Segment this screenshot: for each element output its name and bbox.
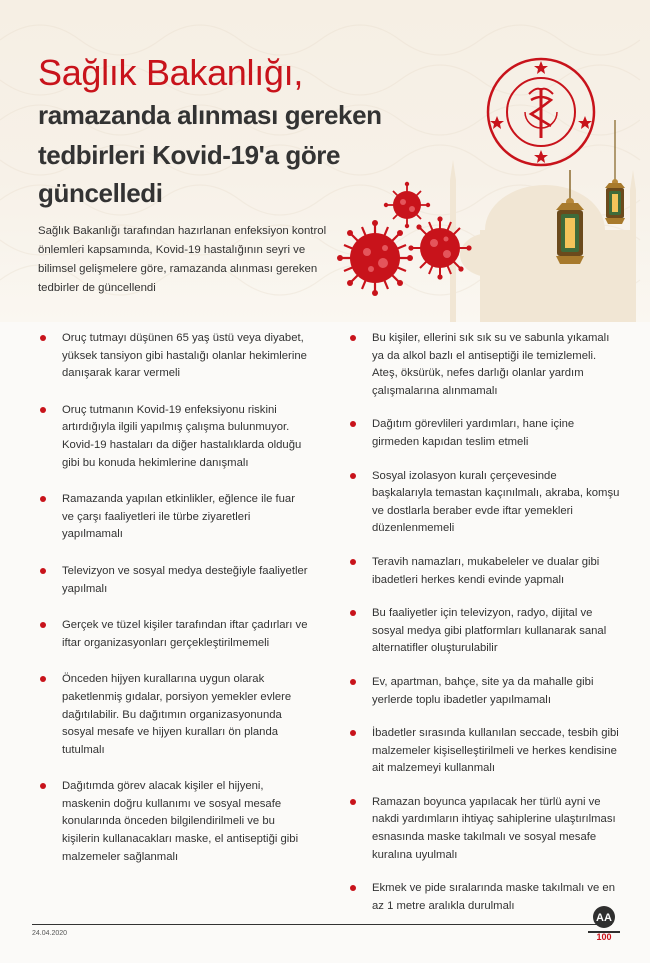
list-item [350,330,620,400]
bullet-icon [350,610,356,616]
title-line-2: ramazanda alınması gereken [38,100,382,130]
list-item-text: İbadetler sırasında kullanılan seccade, tesbih gibi malzemeler kişiselleştirilmeli ve herkes kendisine ait malzemeyi kullanmalı [372,727,619,775]
list-item-text: Oruç tutmanın Kovid-19 enfeksiyonu riskini artırdığıyla ilgili yapılmış çalışma bulunmuyor. Kovid-19 hastaları da diğer hastalıklarda olduğu gibi bu konuda hekimlerine danışmalı [62,403,302,469]
list-item [40,617,310,652]
list-item-text: Bu kişiler, ellerini sık sık su ve sabunla yıkamalı ya da alkol bazlı el antiseptiği ile temizlemeli. Ateş, öksürük, nefes darlığı olanlar yardım çalışmalarına alınmamalı [372,332,610,397]
list-item [40,402,310,472]
bullet-icon [350,421,356,427]
title-line-4: güncelledi [38,178,163,208]
svg-text:100: 100 [596,932,612,942]
list-item [350,416,620,451]
header-area [0,0,650,322]
right-column [350,330,620,915]
virus-icon-medium [408,216,471,279]
list-item [40,671,310,759]
bullet-icon [350,885,356,891]
list-item-text: Bu faaliyetler için televizyon, radyo, dijital ve sosyal medya gibi platformları kullanarak sanal alternatifler oluşturulabilir [372,607,607,655]
bullet-icon [350,335,356,341]
bullet-icon [350,799,356,805]
svg-text:AA: AA [596,912,612,924]
footer-date: 24.04.2020 [32,930,68,937]
bullet-icon [40,622,46,628]
bullet-icon [350,559,356,565]
list-item [350,725,620,778]
list-item [40,330,310,383]
list-item-text: Ev, apartman, bahçe, site ya da mahalle gibi yerlerde toplu ibadetler yapılmamalı [372,675,594,706]
list-item-text: Gerçek ve tüzel kişiler tarafından iftar çadırları ve iftar organizasyonları gerçekleştirilmemeli [62,619,308,649]
list-item-text: Sosyal izolasyon kuralı çerçevesinde başkalarıyla temastan kaçınılmalı, akraba, komşu ve dostlarla beraber evde iftar yemekleri düzenlenmemeli [372,469,620,535]
list-item-text: Ramazan boyunca yapılacak her türlü ayni ve nakdi yardımların ihtiyaç sahiplerine ulaştırılması esnasında maske takılmalı ve sosyal mesafe kuralına uyulmalı [372,795,616,861]
list-item [40,563,310,598]
list-item-text: Teravih namazları, mukabeleler ve dualar gibi ibadetleri herkes kendi evinde yapmalı [372,555,600,586]
list-item [350,880,620,915]
list-item [350,605,620,658]
list-item-text: Dağıtım görevlileri yardımları, hane içine girmeden kapıdan teslim etmeli [372,418,575,448]
list-item-text: Ramazanda yapılan etkinlikler, eğlence ile fuar ve çarşı faaliyetleri ile türbe ziyaretleri yapılmamalı [62,493,295,541]
bullet-icon [40,496,46,502]
bullet-icon [40,676,46,682]
list-item-text: Önceden hijyen kurallarına uygun olarak paketlenmiş gıdalar, porsiyon yemekler evlere dağıtılabilir. Bu dağıtımın organizasyonunda sosyal mesafe ve hijyen kuralları ön planda tutulmalı [62,673,292,756]
list-item-text: Oruç tutmayı düşünen 65 yaş üstü veya diyabet, yüksek tansiyon gibi hastalığı olanlar hekimlerine danışarak karar vermeli [62,332,307,380]
bullet-icon [40,783,46,789]
list-item [350,468,620,538]
title-line-3: tedbirleri Kovid-19'a göre [38,140,341,170]
list-item [350,794,620,864]
list-item [40,778,310,866]
title-line-1: Sağlık Bakanlığı, [38,52,304,93]
health-ministry-logo [485,56,597,168]
list-item-text: Televizyon ve sosyal medya desteğiyle faaliyetler yapılmalı [62,564,308,595]
bullet-icon [40,335,46,341]
list-item-text: Dağıtımda görev alacak kişiler el hijyeni, maskenin doğru kullanımı ve sosyal mesafe konularında önceden bilgilendirilmeli ve bu kişilerin kullanacakları maske, el antiseptiği gibi malzemeler sağlanmalı [62,780,299,863]
list-item-text: Ekmek ve pide sıralarında maske takılmalı ve en az 1 metre aralıkla durulmalı [372,882,615,912]
bullet-icon [350,730,356,736]
bullet-icon [40,407,46,413]
bullet-icon [40,568,46,574]
lantern-icon-large [556,170,584,264]
list-item [350,554,620,589]
bullet-icon [350,473,356,479]
anadolu-agency-logo [584,903,624,943]
virus-icon-large [337,220,413,296]
bullet-icon [350,679,356,685]
intro-paragraph: Sağlık Bakanlığı tarafından hazırlanan enfeksiyon kontrol önlemleri kapsamında, Kovid-19 hastalığının seyri ve bilimsel gelişmelere göre, ramazanda alınması gereken tedbirler de güncellendi [38,225,327,294]
list-item [350,674,620,709]
list-item [40,491,310,544]
lantern-icon-small [605,120,625,224]
footer-divider [32,924,612,925]
virus-icon-small [384,182,430,228]
left-column [40,330,310,866]
